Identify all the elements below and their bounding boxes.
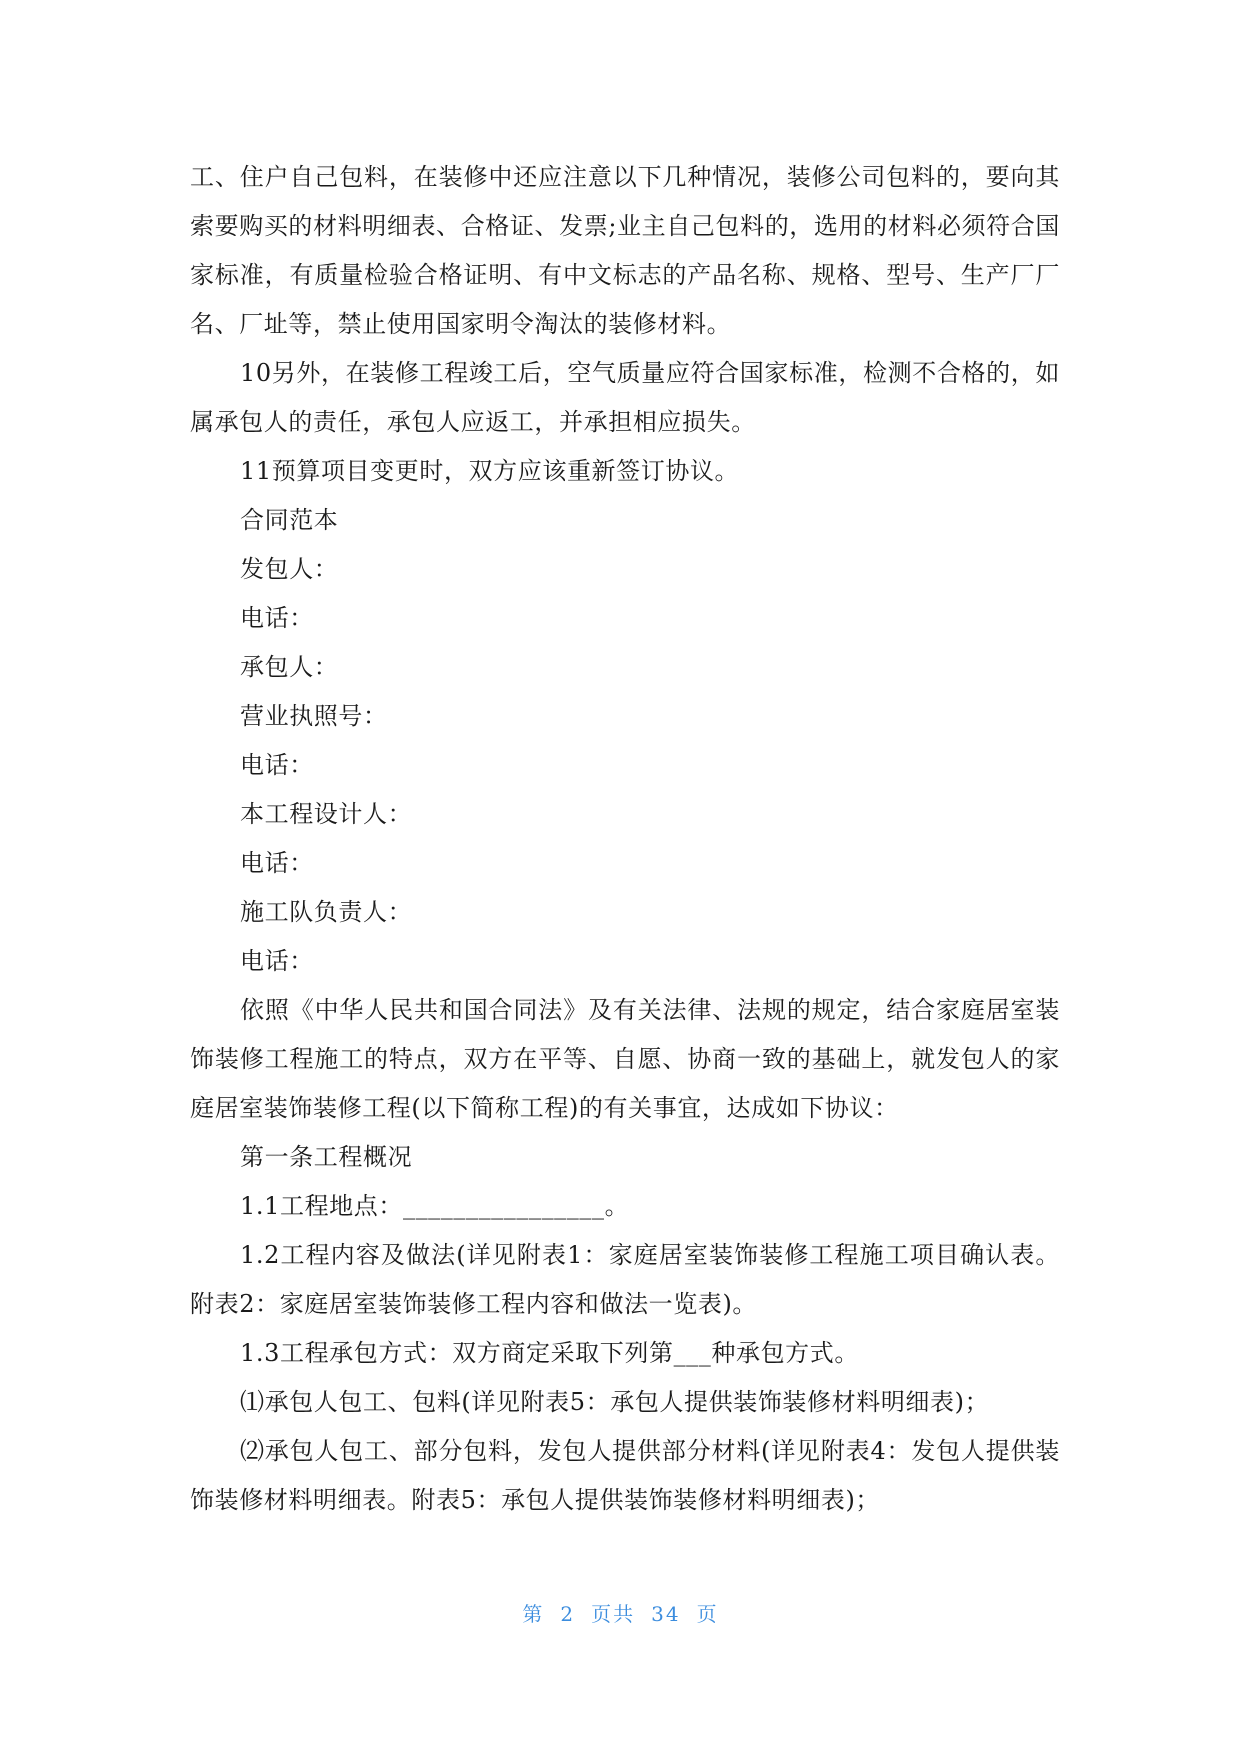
field-team-leader-phone: 电话： [240, 947, 314, 975]
field-designer-phone: 电话： [240, 849, 314, 877]
clause-1-3: 1.3工程承包方式：双方商定采取下列第___种承包方式。 [240, 1339, 859, 1367]
field-contractor-phone: 电话： [240, 751, 314, 779]
page-footer [0, 1598, 1241, 1627]
option-1: ⑴承包人包工、包料(详见附表5：承包人提供装饰装修材料明细表)； [240, 1388, 990, 1416]
field-team-leader: 施工队负责人： [240, 898, 413, 926]
article-1-heading: 第一条工程概况 [240, 1143, 413, 1171]
paragraph-continuation: 工、住户自己包料，在装修中还应注意以下几种情况，装修公司包料的，要向其索要购买的材料明细表、合格证、发票;业主自己包料的，选用的材料必须符合国家标准，有质量检验合格证明、有中文标志的产品名称、规格、型号、生产厂厂名、厂址等，禁止使用国家明令淘汰的装修材料。 [190, 163, 1060, 338]
field-contractor: 承包人： [240, 653, 339, 681]
option-2: ⑵承包人包工、部分包料，发包人提供部分材料(详见附表4：发包人提供装饰装修材料明细表。附表5：承包人提供装饰装修材料明细表)； [190, 1437, 1060, 1514]
footer-prefix: 第 [522, 1602, 545, 1626]
paragraph-preamble: 依照《中华人民共和国合同法》及有关法律、法规的规定，结合家庭居室装饰装修工程施工的特点，双方在平等、自愿、协商一致的基础上，就发包人的家庭居室装饰装修工程(以下简称工程)的有关事宜，达成如下协议： [190, 996, 1060, 1122]
footer-suffix: 页 [696, 1602, 719, 1626]
field-employer: 发包人： [240, 555, 339, 583]
clause-1-1: 1.1工程地点：________________。 [240, 1192, 630, 1220]
footer-current-page: 2 [560, 1602, 576, 1626]
footer-total-pages: 34 [651, 1602, 681, 1626]
contract-template-heading: 合同范本 [240, 506, 339, 534]
paragraph-clause-10: 10另外，在装修工程竣工后，空气质量应符合国家标准，检测不合格的，如属承包人的责任，承包人应返工，并承担相应损失。 [190, 359, 1060, 436]
field-business-license: 营业执照号： [240, 702, 388, 730]
field-designer: 本工程设计人： [240, 800, 413, 828]
document-body [190, 153, 1060, 1525]
paragraph-clause-11: 11预算项目变更时，双方应该重新签订协议。 [240, 457, 740, 485]
footer-mid: 页共 [591, 1602, 636, 1626]
clause-1-2: 1.2工程内容及做法(详见附表1：家庭居室装饰装修工程施工项目确认表。附表2：家庭居室装饰装修工程内容和做法一览表)。 [190, 1241, 1060, 1318]
field-employer-phone: 电话： [240, 604, 314, 632]
